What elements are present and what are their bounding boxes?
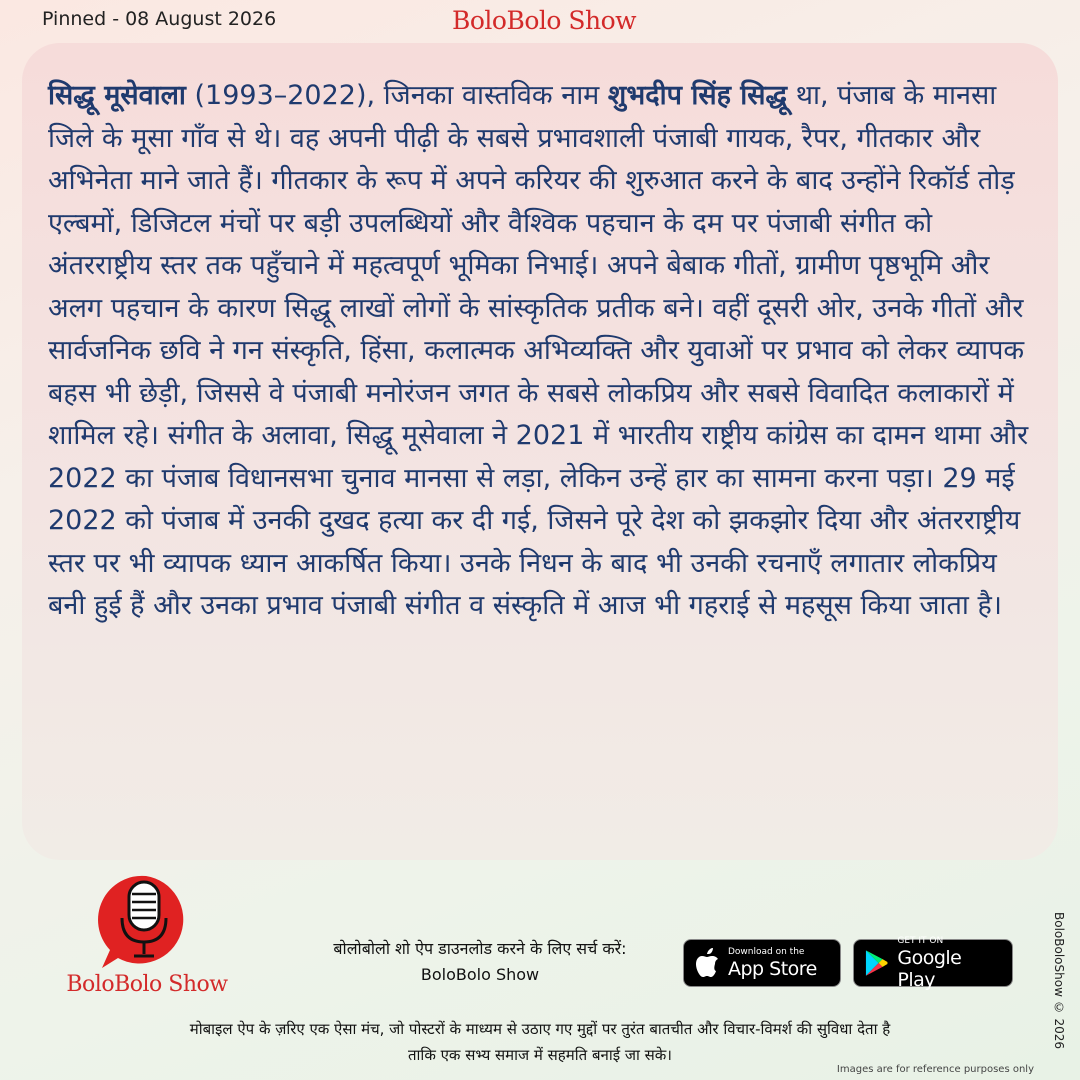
logo-brand-name: BoloBolo Show: [66, 972, 228, 997]
apple-icon: [694, 948, 720, 978]
copyright-notice: BoloBoloShow © 2026: [1052, 912, 1066, 1050]
footer-tagline: [40, 1016, 1040, 1068]
google-play-button[interactable]: [853, 935, 1013, 991]
brand-title: BoloBolo Show: [452, 6, 637, 35]
article-card: [22, 43, 1058, 860]
app-store-small-text: Download on the: [728, 946, 805, 957]
google-play-label: Google Play: [897, 946, 962, 991]
google-play-small-text: GET IT ON: [897, 935, 944, 946]
google-play-icon: [864, 949, 889, 977]
app-store-label: App Store: [728, 957, 817, 980]
search-instruction-line: बोलोबोलो शो ऐप डाउनलोड करने के लिए सर्च करें:: [333, 939, 627, 958]
real-name: शुभदीप सिंह सिद्धू: [607, 80, 788, 111]
search-term: BoloBolo Show: [420, 965, 540, 984]
microphone-speech-bubble-icon: [96, 872, 200, 972]
bolobolo-logo: [62, 872, 232, 1002]
subject-name: सिद्धू मूसेवाला: [48, 80, 186, 111]
tagline-line-2: ताकि एक सभ्य समाज में सहमति बनाई जा सके।: [408, 1046, 672, 1064]
app-search-instruction: [290, 936, 670, 988]
pinned-date-label: Pinned - 08 August 2026: [42, 8, 277, 30]
app-store-button[interactable]: [683, 939, 841, 987]
article-body: [48, 75, 1038, 628]
article-text-part2: था, पंजाब के मानसा जिले के मूसा गाँव से थे। वह अपनी पीढ़ी के सबसे प्रभावशाली पंजाबी गायक, रैपर, गीतकार और अभिनेता माने जाते हैं। गीतकार के रूप में अपने करियर की शुरुआत करने के बाद उन्होंने रिकॉर्ड तोड़ एल्बमों, डिजिटल मंचों पर बड़ी उपलब्धियों और वैश्विक पहचान के दम पर पंजाबी संगीत को अंतरराष्ट्रीय स्तर तक पहुँचाने में महत्वपूर्ण भूमिका निभाई। अपने बेबाक गीतों, ग्रामीण पृष्ठभूमि और अलग पहचान के कारण सिद्धू लाखों लोगों के सांस्कृतिक प्रतीक बने। वहीं दूसरी ओर, उनके गीतों और सार्वजनिक छवि ने गन संस्कृति, हिंसा, कलात्मक अभिव्यक्ति और युवाओं पर प्रभाव को लेकर व्यापक बहस भी छेड़ी, जिससे वे पंजाबी मनोरंजन जगत के सबसे लोकप्रिय और सबसे विवादित कलाकारों में शामिल रहे। संगीत के अलावा, सिद्धू मूसेवाला ने 2021 में भारतीय राष्ट्रीय कांग्रेस का दामन थामा और 2022 का पंजाब विधानसभा चुनाव मानसा से लड़ा, लेकिन उन्हें हार का सामना करना पड़ा। 29 मई 2022 को पंजाब में उनकी दुखद हत्या कर दी गई, जिसने पूरे देश को झकझोर दिया और अंतरराष्ट्रीय स्तर पर भी व्यापक ध्यान आकर्षित किया। उनके निधन के बाद भी उनकी रचनाएँ लगातार लोकप्रिय बनी हुई हैं और उनका प्रभाव पंजाबी संगीत व संस्कृति में आज भी गहराई से महसूस किया जाता है।: [48, 80, 1029, 621]
tagline-line-1: मोबाइल ऐप के ज़रिए एक ऐसा मंच, जो पोस्टरों के माध्यम से उठाए गए मुद्दों पर तुरंत बातचीत और विचार-विमर्श की सुविधा देता है: [189, 1020, 891, 1038]
image-disclaimer: Images are for reference purposes only: [836, 1064, 1034, 1075]
article-text-part1: (1993–2022), जिनका वास्तविक नाम: [185, 80, 608, 111]
